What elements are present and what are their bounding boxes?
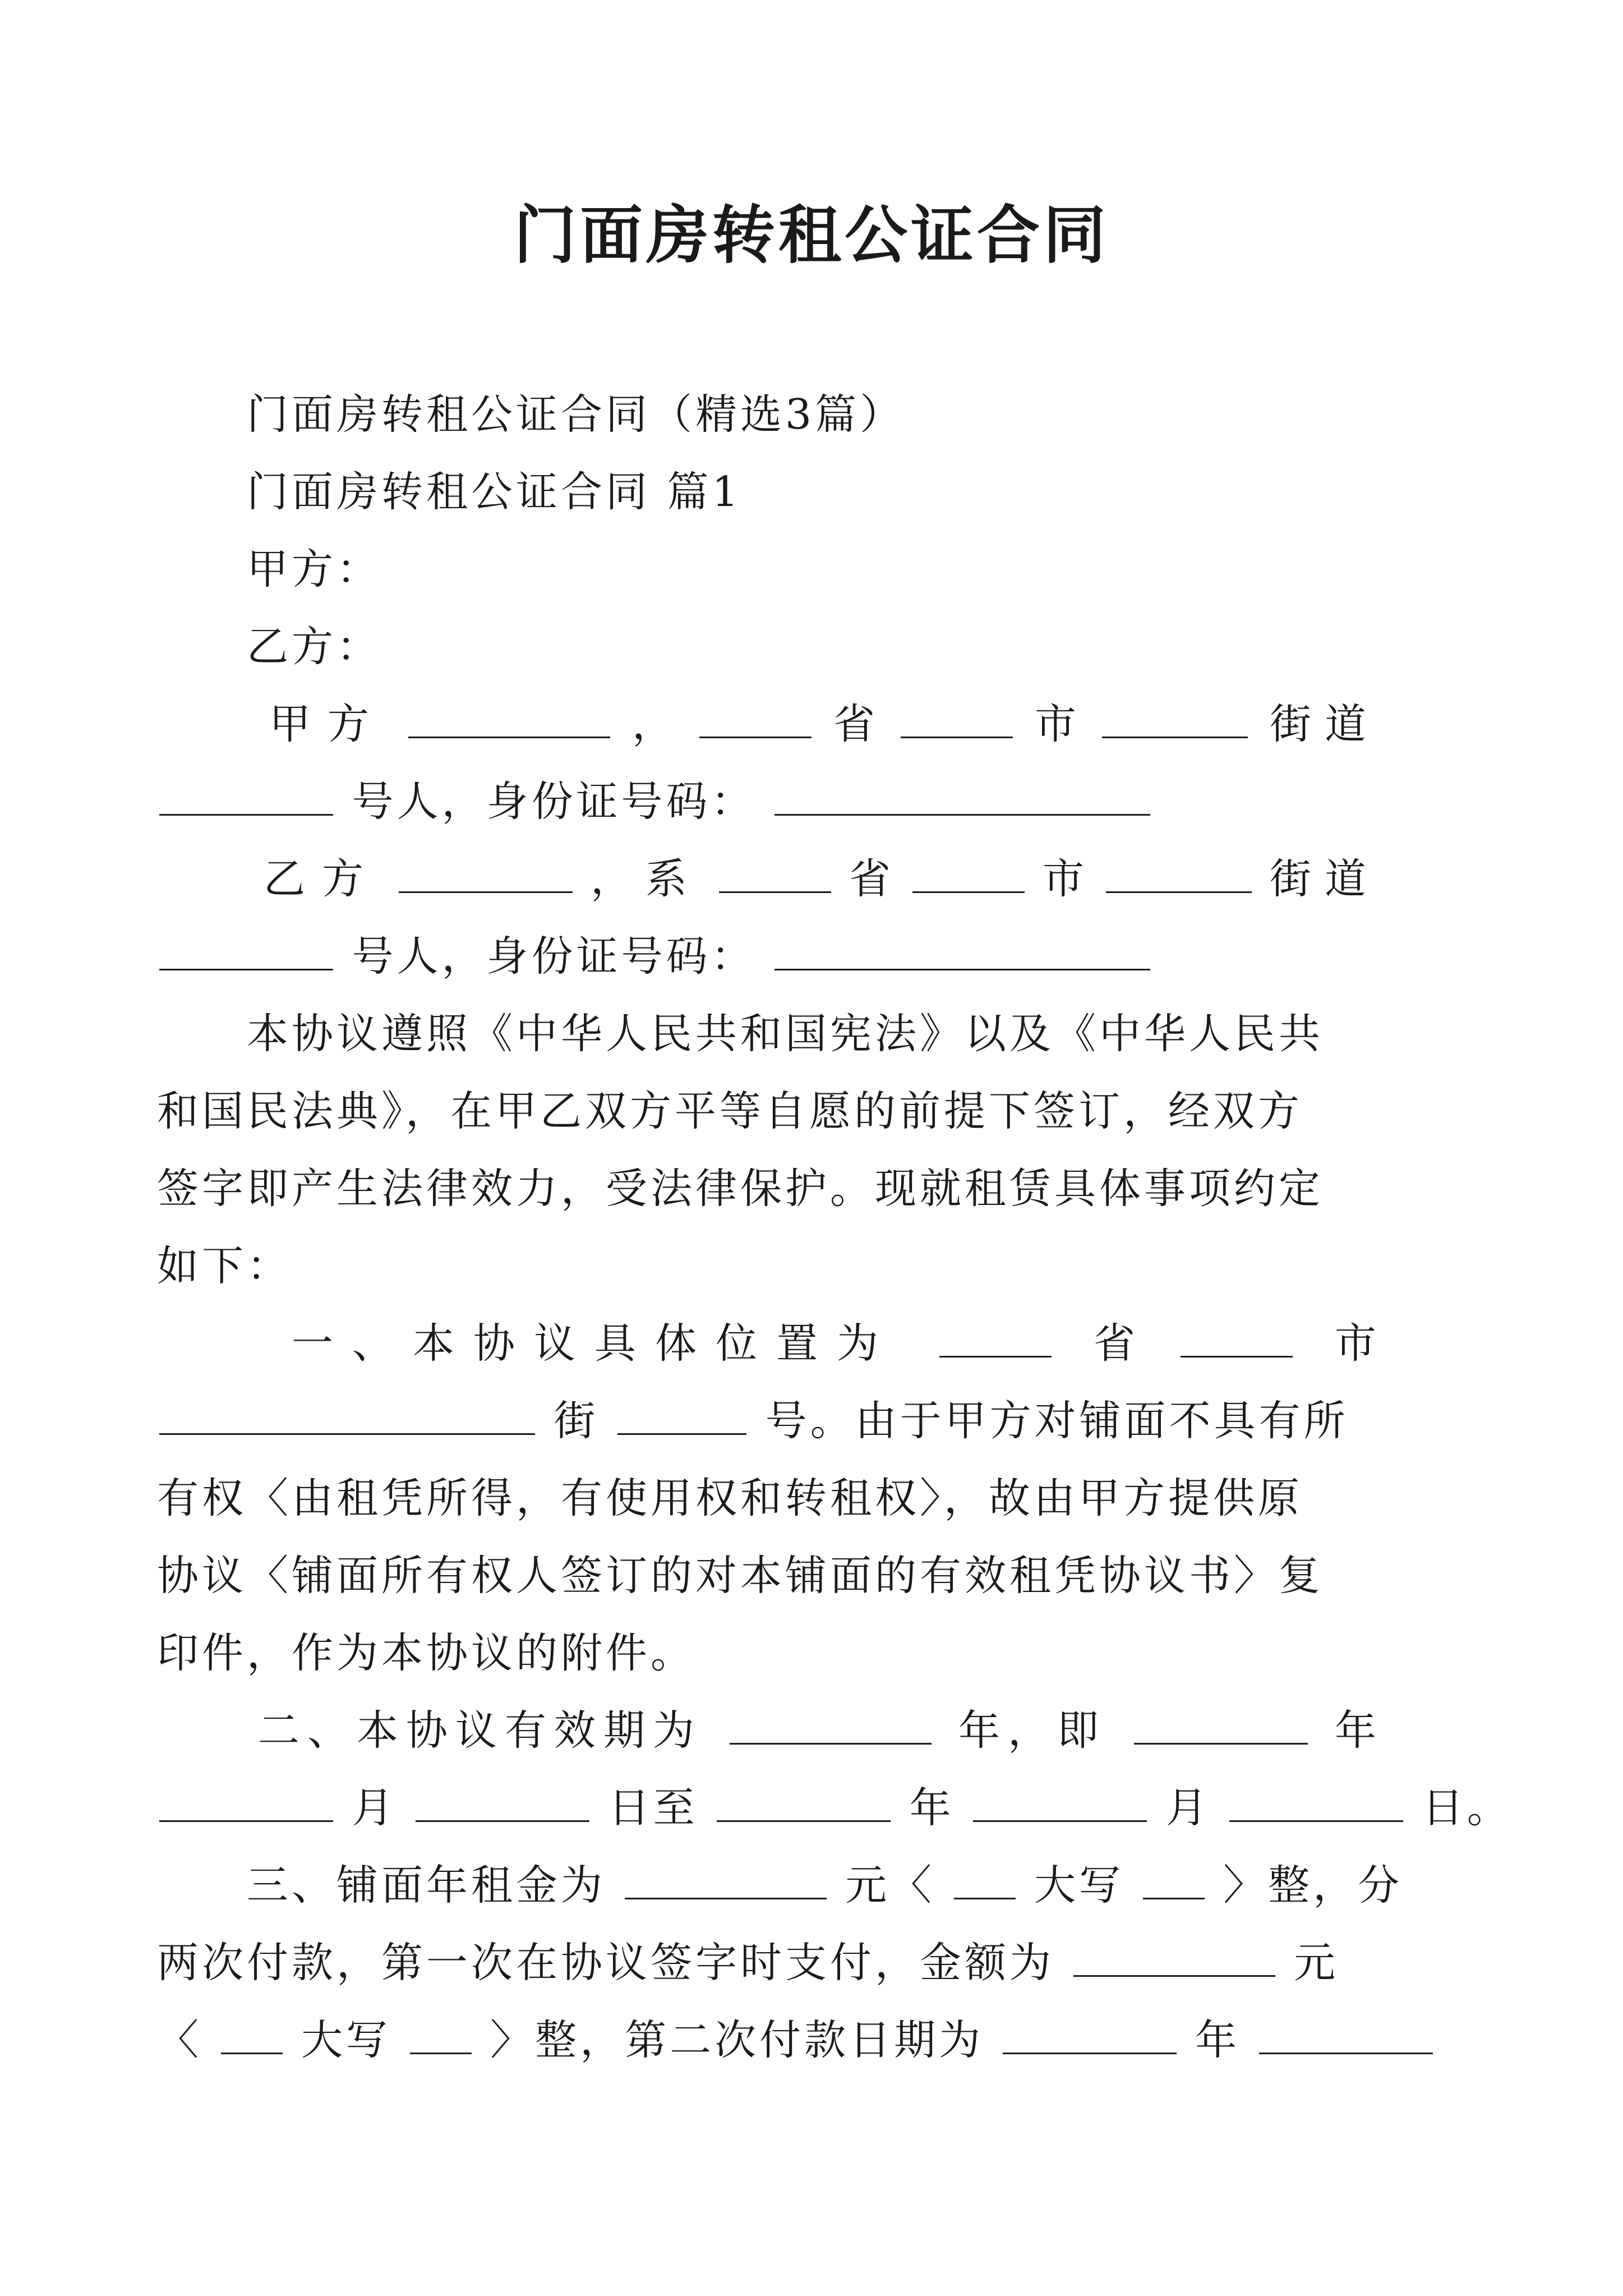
clause2-line2: 月 日至 年 月 日。 xyxy=(157,1769,1380,1847)
blank-field xyxy=(1181,1322,1293,1358)
blank-field xyxy=(159,780,333,816)
clause1-line: 印件，作为本协议的附件。 xyxy=(157,1629,695,1677)
blank-field xyxy=(774,780,1150,816)
blank-field xyxy=(617,1400,746,1435)
party-b-detail-line2: 号人，身份证号码： xyxy=(157,918,1380,995)
blank-field xyxy=(939,1322,1052,1358)
blank-field xyxy=(159,1400,535,1435)
blank-field xyxy=(410,2019,472,2054)
clause2-line1: 二、本协议有效期为 年，即 年 xyxy=(258,1706,1380,1755)
blank-field xyxy=(912,858,1025,893)
blank-field xyxy=(159,935,333,970)
blank-field xyxy=(774,935,1150,970)
blank-field xyxy=(730,1709,932,1745)
blank-field xyxy=(1134,1709,1308,1745)
blank-field xyxy=(399,858,573,893)
blank-field xyxy=(954,1864,1016,1899)
blank-field xyxy=(625,1864,827,1899)
blank-field xyxy=(1073,1941,1275,1977)
blank-field xyxy=(1102,703,1248,738)
clause3-line3: 〈 大写 〉整，第二次付款日期为 年 xyxy=(157,2001,1380,2079)
blank-field xyxy=(408,703,610,738)
subtitle: 门面房转租公证合同（精选3篇） xyxy=(247,390,905,439)
blank-field xyxy=(717,1787,891,1822)
preamble-line: 本协议遵照《中华人民共和国宪法》以及《中华人民共 xyxy=(247,1010,1324,1058)
blank-field xyxy=(159,1787,333,1822)
blank-field xyxy=(699,703,811,738)
blank-field xyxy=(1003,2019,1177,2054)
clause1-line: 有权〈由租凭所得，有使用权和转租权〉，故由甲方提供原 xyxy=(157,1474,1303,1522)
party-a-detail-line1: 甲方 ， 省 市 街道 xyxy=(269,700,1380,748)
clause1-line: 协议〈铺面所有权人签订的对本铺面的有效租凭协议书〉复 xyxy=(157,1552,1324,1600)
document-title: 门面房转租公证合同 xyxy=(514,199,1109,272)
preamble-line: 签字即产生法律效力，受法律保护。现就租赁具体事项约定 xyxy=(157,1165,1324,1213)
party-a-label: 甲方： xyxy=(247,545,381,593)
blank-field xyxy=(1259,2019,1433,2054)
party-a-detail-line2: 号人，身份证号码： xyxy=(157,763,1380,840)
preamble-line: 如下： xyxy=(157,1242,292,1290)
document-body xyxy=(157,376,1512,2079)
blank-field xyxy=(1106,858,1252,893)
clause1-line2: 街 号。由于甲方对铺面不具有所 xyxy=(157,1382,1380,1460)
blank-field xyxy=(416,1787,589,1822)
blank-field xyxy=(719,858,831,893)
blank-field xyxy=(221,2019,283,2054)
party-b-detail-line1: 乙方 ，系 省 市 街道 xyxy=(264,855,1380,903)
blank-field xyxy=(1229,1787,1403,1822)
clause3-line2: 两次付款，第一次在协议签字时支付，金额为 元 xyxy=(157,1939,1339,1987)
section-heading: 门面房转租公证合同 篇1 xyxy=(247,468,742,516)
blank-field xyxy=(973,1787,1147,1822)
blank-field xyxy=(901,703,1013,738)
clause1-line1: 一、本协议具体位置为 省 市 xyxy=(292,1319,1380,1368)
blank-field xyxy=(1143,1864,1205,1899)
preamble-line: 和国民法典》，在甲乙双方平等自愿的前提下签订，经双方 xyxy=(157,1087,1303,1135)
clause3-line1: 三、铺面年租金为 元〈 大写 〉整，分 xyxy=(247,1861,1403,1910)
party-b-label: 乙方： xyxy=(247,623,381,671)
